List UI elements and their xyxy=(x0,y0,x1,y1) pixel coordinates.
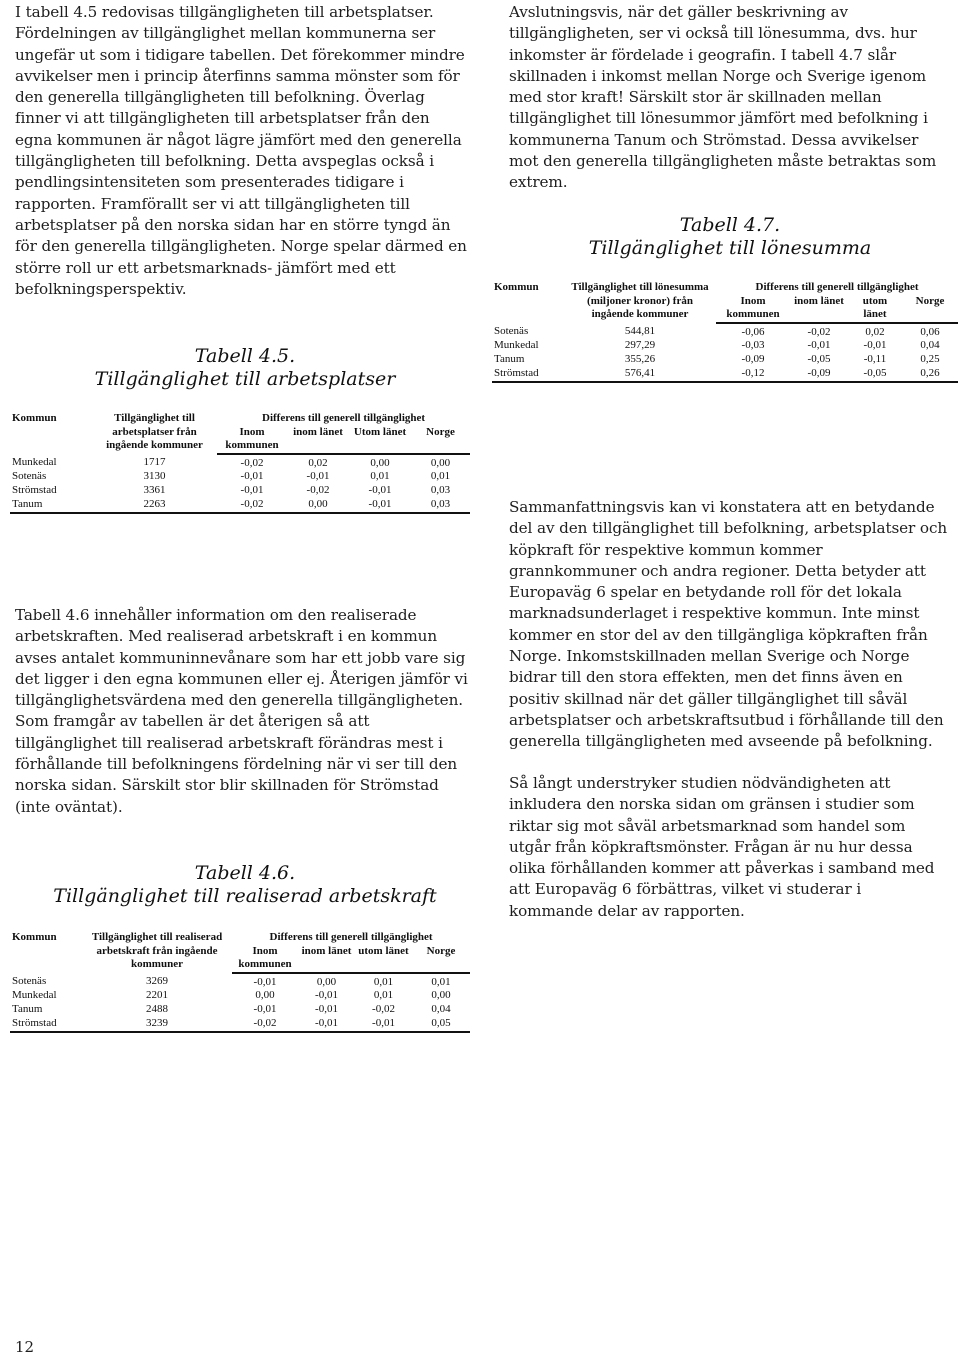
table-4-5-caption xyxy=(45,345,445,391)
header-kommun: Kommun xyxy=(12,412,57,424)
cell-utom-lanet: -0,01 xyxy=(863,339,887,352)
cell-norge: 0,03 xyxy=(430,484,451,497)
cell-inom-kommunen: -0,06 xyxy=(741,325,765,338)
header-norge: Norge xyxy=(412,945,470,973)
cell-inom-kommunen: 0,00 xyxy=(255,989,275,1002)
cell-inom-lanet: 0,00 xyxy=(287,498,349,513)
cell-inom-lanet: 0,00 xyxy=(316,975,337,988)
table-4-7 xyxy=(492,281,958,383)
table-row xyxy=(10,973,470,990)
table-row xyxy=(10,484,470,498)
header-tillganglighet: Tillgänglighet till lönesumma (miljoner kronor) från ingående kommuner xyxy=(571,281,709,320)
header-tillganglighet: Tillgänglighet till arbetsplatser från ingående kommuner xyxy=(106,412,203,451)
cell-value: 3130 xyxy=(143,470,166,483)
cell-utom-lanet: -0,11 xyxy=(863,353,887,366)
cell-inom-kommunen: -0,02 xyxy=(232,1017,298,1032)
cell-value: 3269 xyxy=(146,975,168,987)
header-inom-lanet: inom länet xyxy=(790,295,848,323)
cell-kommun: Tanum xyxy=(494,353,525,366)
cell-inom-kommunen: -0,09 xyxy=(741,353,765,366)
header-utom-lanet: utom länet xyxy=(848,295,902,323)
cell-kommun: Sotenäs xyxy=(494,325,529,337)
cell-value: 1717 xyxy=(143,456,166,468)
cell-inom-kommunen: -0,12 xyxy=(716,367,790,382)
table-4-7-caption xyxy=(520,214,940,260)
cell-inom-kommunen: -0,03 xyxy=(741,339,765,352)
cell-inom-lanet: -0,01 xyxy=(298,1017,355,1032)
cell-kommun: Sotenäs xyxy=(12,470,47,483)
cell-inom-lanet: -0,09 xyxy=(790,367,848,382)
cell-norge: 0,00 xyxy=(430,456,451,469)
cell-inom-lanet: -0,01 xyxy=(306,470,330,483)
cell-utom-lanet: 0,01 xyxy=(373,989,394,1002)
header-kommun: Kommun xyxy=(494,281,539,293)
header-inom-kommunen: Inom kommunen xyxy=(217,426,287,454)
cell-utom-lanet: -0,05 xyxy=(848,367,902,382)
header-tillganglighet: Tillgänglighet till realiserad arbetskraft från ingående kommuner xyxy=(91,931,223,970)
cell-norge: 0,26 xyxy=(902,367,958,382)
cell-kommun: Munkedal xyxy=(12,989,57,1002)
cell-value: 3239 xyxy=(82,1017,232,1032)
header-inom-kommunen: Inom kommunen xyxy=(232,945,298,973)
cell-inom-lanet: -0,02 xyxy=(306,484,330,497)
cell-utom-lanet: 0,01 xyxy=(370,470,390,483)
cell-norge: 0,04 xyxy=(920,339,940,352)
header-differens: Differens till generell tillgänglighet xyxy=(262,412,426,424)
table-4-5 xyxy=(10,412,470,514)
cell-value: 3361 xyxy=(143,484,166,497)
table-4-7-caption-title: Tillgänglighet till lönesumma xyxy=(588,237,872,259)
cell-value: 2201 xyxy=(146,989,168,1002)
header-kommun: Kommun xyxy=(12,931,57,943)
table-row xyxy=(10,1003,470,1017)
cell-inom-kommunen: -0,01 xyxy=(240,470,264,483)
cell-utom-lanet: -0,01 xyxy=(368,484,392,497)
cell-norge: 0,00 xyxy=(431,989,451,1002)
table-row xyxy=(10,454,470,471)
table-4-6-caption xyxy=(35,862,455,908)
table-4-6 xyxy=(10,931,470,1033)
cell-value: 355,26 xyxy=(624,353,656,366)
intro-paragraph-left: I tabell 4.5 redovisas tillgängligheten till arbetsplatser. Fördelningen av tillgänglighet mellan kommunerna ser ungefär ut som i tidigare tabellen. Det förekommer mindre avvikelser men i princip återfinns samma mönster som för den generella tillgängligheten till befolkning. Överlag finner vi att tillgängligheten till arbetsplatser från den egna kommunen är något lägre jämfört med den generella tillgängligheten till befolkning. Detta avspeglas också i pendlingsintensiteten som presenterades tidigare i rapporten. Framförallt ser vi att tillgängligheten till arbetsplatser på den norska sidan har en större tyngd än för den generella tillgängligheten. Norge spelar därmed en större roll ur ett arbetsmarknads- jämfört med ett befolkningsperspektiv. xyxy=(15,3,467,298)
cell-norge: 0,05 xyxy=(412,1017,470,1032)
table-row xyxy=(10,470,470,484)
cell-utom-lanet: 0,01 xyxy=(373,975,394,988)
table-4-5-caption-label: Tabell 4.5. xyxy=(194,345,296,367)
cell-kommun: Strömstad xyxy=(12,484,57,497)
table-row xyxy=(492,367,958,382)
cell-inom-kommunen: -0,01 xyxy=(253,975,277,988)
cell-kommun: Tanum xyxy=(12,1003,43,1016)
table-row xyxy=(10,1017,470,1032)
cell-inom-kommunen: -0,02 xyxy=(217,498,287,513)
table-4-6-intro-paragraph: Tabell 4.6 innehåller information om den realiserade arbetskraften. Med realiserad arbetskraft i en kommun avses antalet kommuninnevånare som har ett jobb vare sig det ligger i den egna kommunen eller ej. Återigen jämför vi tillgänglighetsvärdena med den generella tillgängligheten. Som framgår av tabellen är det återigen så att tillgänglighet till realiserad arbetskraft förändras mest i förhållande till befolkningens fördelning när vi ser till den norska sidan. Särskilt stor blir skillnaden för Strömstad (inte oväntat). xyxy=(15,606,468,816)
header-utom-lanet: Utom länet xyxy=(349,426,411,454)
header-differens: Differens till generell tillgänglighet xyxy=(755,281,919,293)
table-4-7-caption-label: Tabell 4.7. xyxy=(679,214,781,236)
cell-utom-lanet: -0,01 xyxy=(349,498,411,513)
cell-value: 576,41 xyxy=(564,367,716,382)
table-4-6-caption-label: Tabell 4.6. xyxy=(194,862,296,884)
table-row xyxy=(492,353,958,367)
cell-kommun: Munkedal xyxy=(494,339,539,352)
table-4-6-caption-title: Tillgänglighet till realiserad arbetskraft xyxy=(53,885,437,907)
cell-value: 297,29 xyxy=(624,339,656,352)
header-differens: Differens till generell tillgänglighet xyxy=(269,931,433,943)
table-4-5-caption-title: Tillgänglighet till arbetsplatser xyxy=(94,368,396,390)
cell-utom-lanet: -0,01 xyxy=(355,1017,412,1032)
header-inom-kommunen: Inom kommunen xyxy=(716,295,790,323)
cell-inom-lanet: 0,02 xyxy=(308,456,328,469)
cell-kommun: Munkedal xyxy=(12,456,57,468)
cell-norge: 0,04 xyxy=(431,1003,451,1016)
cell-kommun: Strömstad xyxy=(492,367,564,382)
cell-norge: 0,06 xyxy=(920,325,940,338)
cell-kommun: Tanum xyxy=(10,498,92,513)
cell-inom-kommunen: -0,01 xyxy=(253,1003,277,1016)
cell-kommun: Strömstad xyxy=(10,1017,82,1032)
cell-inom-lanet: -0,02 xyxy=(807,325,831,338)
cell-kommun: Sotenäs xyxy=(12,975,47,987)
cell-norge: 0,01 xyxy=(430,470,451,483)
table-row xyxy=(10,989,470,1003)
header-inom-lanet: inom länet xyxy=(287,426,349,454)
cell-inom-lanet: -0,01 xyxy=(315,989,338,1002)
table-row xyxy=(492,339,958,353)
cell-inom-lanet: -0,01 xyxy=(315,1003,338,1016)
header-norge: Norge xyxy=(902,295,958,323)
cell-utom-lanet: 0,02 xyxy=(865,325,885,338)
header-norge: Norge xyxy=(411,426,470,454)
cell-value: 544,81 xyxy=(624,325,656,337)
intro-paragraph-right: Avslutningsvis, när det gäller beskrivning av tillgängligheten, ser vi också till lönesumma, dvs. hur inkomster är fördelade i geografin. I tabell 4.7 slår skillnaden i inkomst mellan Norge och Sverige igenom med stor kraft! Särskilt stor är skillnaden mellan tillgänglighet till lönesummor jämfört med befolkning i kommunerna Tanum och Strömstad. Dessa avvikelser mot den generella tillgängligheten måste betraktas som extrem. xyxy=(509,3,937,192)
table-row xyxy=(492,323,958,340)
cell-utom-lanet: -0,02 xyxy=(372,1003,395,1016)
conclusion-paragraph: Så långt understryker studien nödvändigheten att inkludera den norska sidan om gränsen i studier som riktar sig mot såväl arbetsmarknad som handel som utgår från köpkraftsmönster. Frågan är nu hur dessa olika förhållanden kommer att påverkas i samband med att Europaväg 6 förbättras, vilket vi studerar i kommande delar av rapporten. xyxy=(509,774,935,920)
cell-norge: 0,01 xyxy=(431,975,451,988)
cell-inom-kommunen: -0,02 xyxy=(240,456,264,469)
cell-norge: 0,25 xyxy=(920,353,940,366)
header-utom-lanet: utom länet xyxy=(355,945,412,973)
cell-utom-lanet: 0,00 xyxy=(370,456,390,469)
cell-value: 2263 xyxy=(92,498,217,513)
cell-value: 2488 xyxy=(146,1003,168,1016)
summary-paragraph: Sammanfattningsvis kan vi konstatera att en betydande del av den tillgänglighet till befolkning, arbetsplatser och köpkraft för respektive kommun kommer grannkommuner och andra regioner. Detta betyder att Europaväg 6 spelar en betydande roll för det lokala marknadsunderlaget i respektive kommun. Inte minst kommer en stor del av den tillgängliga köpkraften från Norge. Inkomstskillnaden mellan Sverige och Norge bidrar till den stora effekten, men det finns även en positiv skillnad när det gäller tillgänglighet till såväl arbetsplatser och arbetskraftsutbud i förhållande till den generella tillgängligheten med avseende på befolkning. xyxy=(509,498,948,751)
cell-inom-lanet: -0,05 xyxy=(807,353,831,366)
table-row xyxy=(10,498,470,513)
page-number: 12 xyxy=(15,1338,35,1356)
cell-inom-lanet: -0,01 xyxy=(807,339,831,352)
cell-norge: 0,03 xyxy=(411,498,470,513)
cell-inom-kommunen: -0,01 xyxy=(240,484,264,497)
header-inom-lanet: inom länet xyxy=(298,945,355,973)
